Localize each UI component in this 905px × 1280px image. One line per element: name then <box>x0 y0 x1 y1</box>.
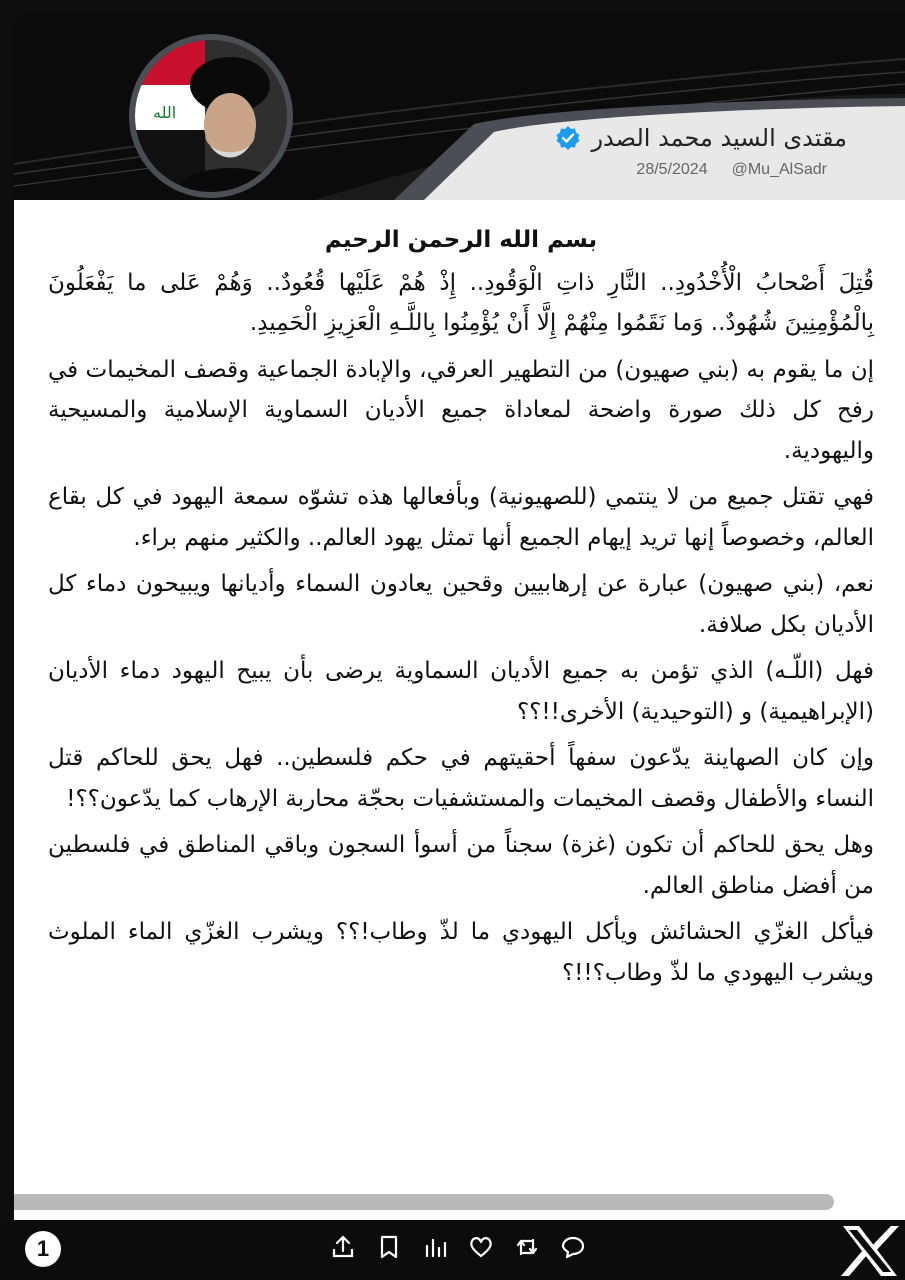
author-name-row <box>555 124 847 152</box>
post-meta <box>636 161 827 179</box>
post-paragraph: فيأكل الغزّي الحشائش ويأكل اليهودي ما لذّ وطاب!؟؟ ويشرب الغزّي الماء الملوث ويشرب اليهودي ما لذّ وطاب؟!!؟ <box>48 919 874 986</box>
post-paragraph: وهل يحق للحاكم أن تكون (غزة) سجناً من أسوأ السجون وباقي المناطق في فلسطين من أفضل مناطق العالم. <box>48 832 874 899</box>
svg-text:الله: الله <box>153 103 177 122</box>
post-card <box>14 14 905 1280</box>
basmala-heading: بسم الله الرحمن الرحيم <box>324 227 598 253</box>
share-icon[interactable] <box>330 1234 356 1260</box>
verified-badge-icon <box>555 125 581 151</box>
post-paragraph: وإن كان الصهاينة يدّعون سفهاً أحقيتهم في حكم فلسطين.. فهل يحق للحاكم قتل النساء والأطفال وقصف المخيمات والمستشفيات بحجّة محاربة الإرهاب كما يدّعون؟؟! <box>48 745 874 812</box>
post-paragraph: فهل (اللّـه) الذي تؤمن به جميع الأديان السماوية يرضى بأن يبيح اليهود دماء الأديان (الإبراهيمية) و (التوحيدية) الأخرى!!؟؟ <box>48 658 874 725</box>
like-icon[interactable] <box>468 1234 494 1260</box>
author-handle[interactable]: @Mu_AlSadr <box>731 161 827 178</box>
post-paragraph: نعم، (بني صهيون) عبارة عن إرهابيين وقحين يعادون السماء وأديانها ويبيحون دماء كل الأديان بكل صلافة. <box>48 571 874 638</box>
reply-icon[interactable] <box>560 1234 586 1260</box>
card-bottom-divider <box>14 1194 834 1210</box>
x-logo-icon <box>835 1222 905 1280</box>
bookmark-icon[interactable] <box>376 1234 402 1260</box>
post-body <box>48 220 874 999</box>
avatar-portrait-image <box>135 40 287 192</box>
page-number-badge: 1 <box>25 1231 61 1267</box>
post-paragraph: فهي تقتل جميع من لا ينتمي (للصهيونية) وبأفعالها هذه تشوّه سمعة اليهود في كل بقاع العالم، وخصوصاً إنها تريد إيهام الجميع أنها تمثل يهود العالم.. والكثير منهم براء. <box>48 484 874 551</box>
analytics-icon[interactable] <box>422 1234 448 1260</box>
post-date: 28/5/2024 <box>636 161 708 178</box>
post-actions <box>330 1234 586 1260</box>
author-name[interactable]: مقتدى السيد محمد الصدر <box>591 124 847 152</box>
repost-icon[interactable] <box>514 1234 540 1260</box>
post-paragraph: إن ما يقوم به (بني صهيون) من التطهير العرقي، والإبادة الجماعية وقصف المخيمات في رفح كل ذلك صورة واضحة لمعاداة جميع الأديان السماوية الإسلامية والمسيحية واليهودية. <box>48 356 874 464</box>
profile-header <box>14 14 905 200</box>
avatar[interactable] <box>129 34 293 198</box>
post-paragraph: قُتِلَ أَصْحابُ الْأُخْدُودِ.. النَّارِ ذاتِ الْوَقُودِ.. إِذْ هُمْ عَلَيْها قُعُودٌ.. وَهُمْ عَلى ما يَفْعَلُونَ بِالْمُؤْمِنِينَ شُهُودٌ.. وَما نَقَمُوا مِنْهُمْ إِلَّا أَنْ يُؤْمِنُوا بِاللَّـهِ الْعَزِيزِ الْحَمِيدِ. <box>48 269 874 336</box>
